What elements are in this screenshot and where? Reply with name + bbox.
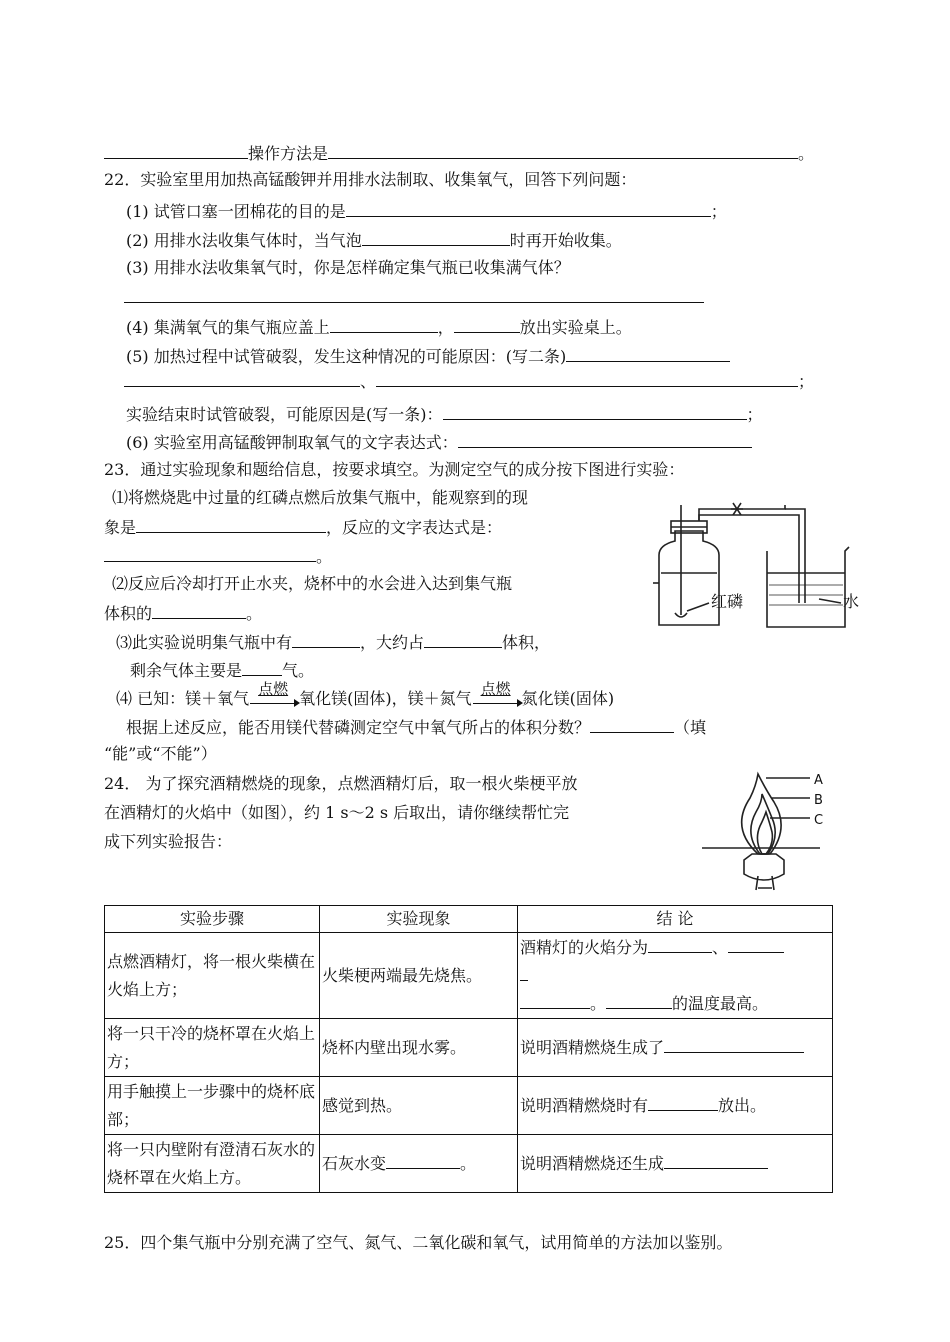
answer-blank[interactable] [520,992,590,1009]
answer-blank[interactable] [362,229,510,246]
table-row [105,1077,833,1135]
q22-part6: (6) 实验室用高锰酸钾制取氧气的文字表达式： [126,431,752,453]
table-row [105,933,833,1019]
q25-stem: 25．四个集气瓶中分别充满了空气、氮气、二氧化碳和氧气，试用简单的方法加以鉴别。 [104,1233,733,1252]
q23-part1-end: 。 [104,545,332,567]
q24-stem-1: 24． 为了探究酒精燃烧的现象，点燃酒精灯后，取一根火柴梗平放 [104,774,578,793]
q23-part4-note: “能”或“不能”） [104,744,217,763]
reaction-arrow: 点燃 [249,689,299,709]
q24-stem-2: 在酒精灯的火焰中（如图），约 1 s～2 s 后取出，请你继续帮忙完 [104,803,570,822]
answer-blank[interactable] [664,1036,804,1053]
conclusion-cell: 说明酒精燃烧生成了 [518,1019,833,1077]
water-label: 水 [843,592,860,611]
q23-stem: 23．通过实验现象和题给信息，按要求填空。为测定空气的成分按下图进行实验： [104,460,685,479]
answer-blank[interactable] [152,602,246,619]
column-header: 结 论 [518,906,833,933]
answer-blank[interactable] [346,200,711,217]
q23-part3: ⑶此实验说明集气瓶中有 ，大约占 体积， [116,633,551,652]
step-cell: 将一只干冷的烧杯罩在火焰上方； [105,1019,320,1077]
answer-blank[interactable] [124,370,360,387]
step-cell: 将一只内壁附有澄清石灰水的烧杯罩在火焰上方。 [105,1135,320,1193]
conclusion-cell: 酒精灯的火焰分为 、 。 的温度最高。 [518,933,833,1019]
top-line: 操作方法是 。 [104,142,814,164]
step-cell: 点燃酒精灯，将一根火柴横在火焰上方； [105,933,320,1019]
q23-part3-cont: 剩余气体主要是 气。 [130,661,315,680]
observation-cell: 石灰水变 。 [320,1135,518,1193]
answer-blank[interactable] [648,1094,718,1111]
red-phosphorus-label: 红磷 [711,592,744,611]
answer-blank[interactable] [386,1152,460,1169]
q22-part5: (5) 加热过程中试管破裂，发生这种情况的可能原因：(写二条) [126,345,730,367]
answer-blank[interactable] [104,142,248,159]
answer-blank[interactable] [664,1152,768,1169]
q22-part5-end: 实验结束时试管破裂，可能原因是(写一条)： ； [126,405,763,424]
answer-blank[interactable] [376,370,798,387]
flame-label-a: A [814,773,823,788]
answer-blank[interactable] [458,431,752,448]
q23-part2: ⑵反应后冷却打开止水夹，烧杯中的水会进入达到集气瓶 [112,574,513,593]
table-row [105,1135,833,1193]
answer-blank[interactable] [606,992,672,1009]
answer-blank[interactable] [104,545,316,562]
q24-stem-3: 成下列实验报告： [104,832,233,851]
observation-cell: 烧杯内壁出现水雾。 [320,1019,518,1077]
q23-part1: ⑴将燃烧匙中过量的红磷点燃后放集气瓶中，能观察到的现 [112,488,529,507]
column-header: 实验现象 [320,906,518,933]
q22-part4: (4) 集满氧气的集气瓶应盖上 ， 放出实验桌上。 [126,318,632,337]
table-row [105,1019,833,1077]
answer-blank[interactable] [136,516,326,533]
q23-part1-cont: 象是 ，反应的文字表达式是： [104,518,503,537]
answer-blank[interactable] [648,936,712,953]
answer-blank[interactable] [454,316,520,333]
q22-part5-cont: 、 ； [124,370,814,392]
answer-blank[interactable] [242,659,282,676]
flame-label-b: B [814,793,823,808]
q22-part3: (3) 用排水法收集氧气时，你是怎样确定集气瓶已收集满气体？ [126,258,570,277]
operation-label: 操作方法是 [248,144,329,163]
q22-stem: 22．实验室里用加热高锰酸钾并用排水法制取、收集氧气，回答下列问题： [104,170,637,189]
q22-part1: (1) 试管口塞一团棉花的目的是 ； [126,202,727,221]
answer-blank[interactable] [292,631,360,648]
phosphorus-apparatus-figure [645,495,865,635]
answer-blank[interactable] [728,936,784,953]
q23-part4-question: 根据上述反应，能否用镁代替磷测定空气中氧气所占的体积分数？ （填 [126,718,707,737]
column-header: 实验步骤 [105,906,320,933]
conclusion-cell: 说明酒精燃烧时有 放出。 [518,1077,833,1135]
answer-line[interactable] [124,302,704,303]
reaction-arrow: 点燃 [472,689,522,709]
answer-blank[interactable] [520,964,528,981]
answer-blank[interactable] [443,403,747,420]
flame-label-c: C [814,813,824,828]
observation-cell: 火柴梗两端最先烧焦。 [320,933,518,1019]
answer-blank[interactable] [424,631,502,648]
observation-cell: 感觉到热。 [320,1077,518,1135]
step-cell: 用手触摸上一步骤中的烧杯底部； [105,1077,320,1135]
answer-blank[interactable] [330,316,438,333]
answer-blank[interactable] [590,716,674,733]
answer-blank[interactable] [328,142,798,159]
q23-part4: ⑷ 已知：镁＋氧气 点燃 氧化镁(固体)，镁＋氮气 点燃 氮化镁(固体) [116,680,615,708]
table-header-row [105,906,833,933]
answer-blank[interactable] [566,345,730,362]
alcohol-lamp-figure [700,768,840,898]
experiment-report-table [104,905,833,1193]
conclusion-cell: 说明酒精燃烧还生成 [518,1135,833,1193]
q23-part2-cont: 体积的 。 [104,604,263,623]
q22-part2: (2) 用排水法收集气体时，当气泡 时再开始收集。 [126,231,622,250]
